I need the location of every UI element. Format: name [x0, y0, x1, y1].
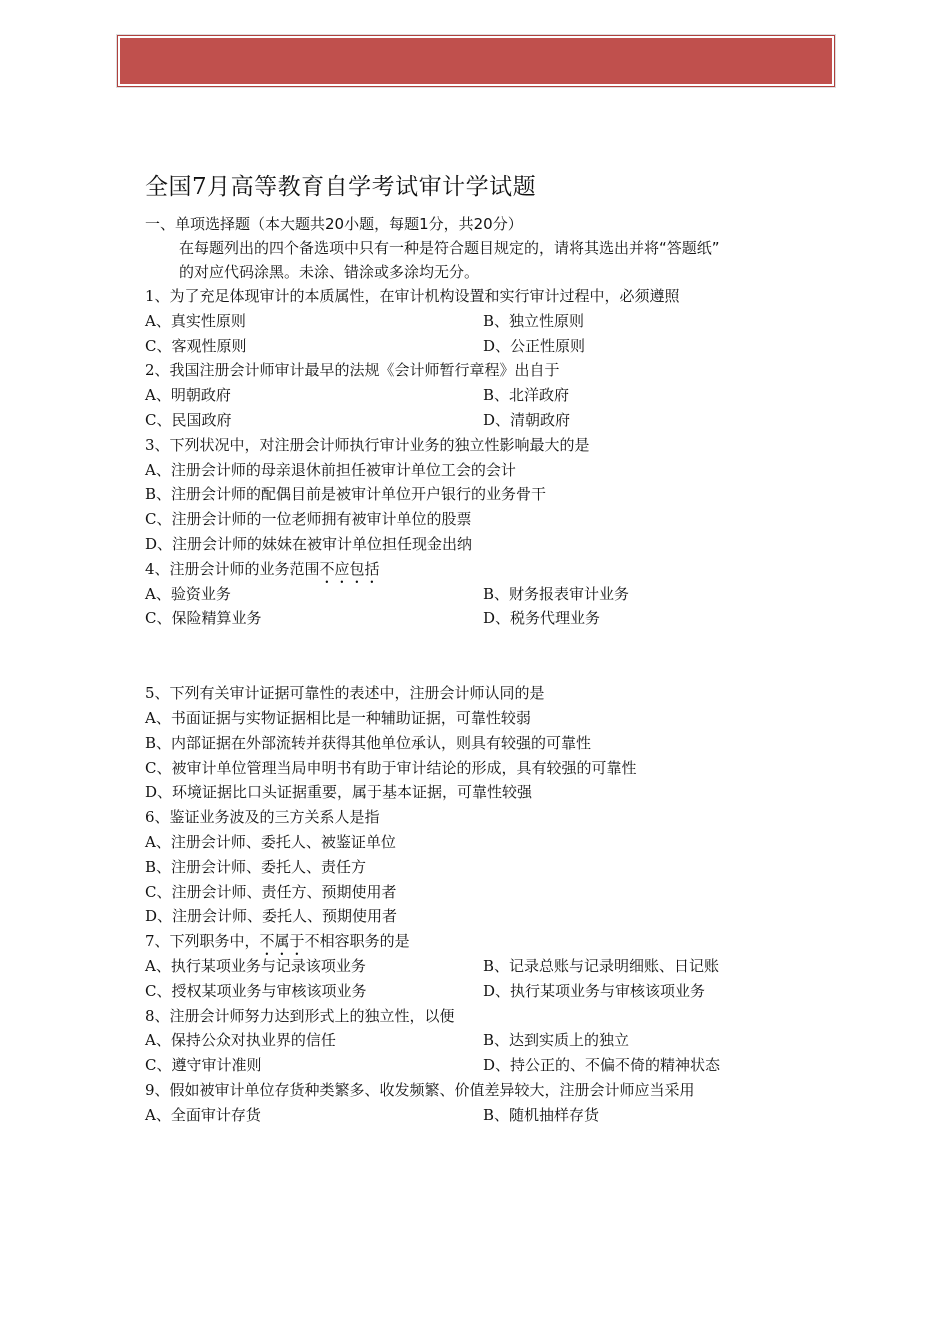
question-7-stem [145, 929, 825, 954]
question-4-option-b: B、财务报表审计业务 [483, 584, 630, 603]
question-4-stem-emphasis: 不应包括 [319, 559, 380, 578]
question-8-option-b: B、达到实质上的独立 [483, 1031, 630, 1050]
question-3-option-a: A、注册会计师的母亲退休前担任被审计单位工会的会计 [145, 460, 516, 479]
question-8-option-c: C、遵守审计准则 [145, 1056, 262, 1075]
question-7-option-b: B、记录总账与记录明细账、日记账 [483, 956, 720, 975]
question-8-stem: 8、注册会计师努力达到形式上的独立性，以便 [145, 1006, 455, 1025]
question-7-options-ab [145, 954, 825, 979]
question-4-stem [145, 557, 825, 582]
section-heading: 一、单项选择题（本大题共20小题，每题1分，共20分） [145, 215, 523, 233]
section-instruction-2: 的对应代码涂黑。未涂、错涂或多涂均无分。 [179, 263, 480, 281]
header-banner [118, 36, 834, 86]
question-4-stem-text: 4、注册会计师的业务范围 [145, 559, 320, 578]
question-1-options-ab [145, 309, 825, 334]
question-2-option-d: D、清朝政府 [483, 410, 571, 429]
question-5-option-d: D、环境证据比口头证据重要，属于基本证据，可靠性较强 [145, 783, 533, 802]
question-7-option-c: C、授权某项业务与审核该项业务 [145, 981, 367, 1000]
question-9-option-b: B、随机抽样存货 [483, 1105, 600, 1124]
question-2-options-ab [145, 383, 825, 408]
section-instruction-1: 在每题列出的四个备选项中只有一种是符合题目规定的，请将其选出并将“答题纸” [179, 239, 720, 257]
question-6-option-d: D、注册会计师、委托人、预期使用者 [145, 907, 398, 926]
question-9-stem: 9、假如被审计单位存货种类繁多、收发频繁、价值差异较大，注册会计师应当采用 [145, 1080, 695, 1099]
question-3-option-b: B、注册会计师的配偶目前是被审计单位开户银行的业务骨干 [145, 485, 547, 504]
question-5-stem: 5、下列有关审计证据可靠性的表述中，注册会计师认同的是 [145, 684, 545, 703]
question-4-option-a: A、验资业务 [145, 584, 231, 603]
question-4-options-cd [145, 606, 825, 631]
question-4-options-ab [145, 582, 825, 607]
question-7-stem-text-post: 不相容职务的是 [304, 932, 410, 951]
question-1-option-c: C、客观性原则 [145, 336, 247, 355]
question-4-option-c: C、保险精算业务 [145, 609, 262, 628]
question-4-option-d: D、税务代理业务 [483, 609, 601, 628]
question-2-option-a: A、明朝政府 [145, 386, 231, 405]
question-2-stem: 2、我国注册会计师审计最早的法规《会计师暂行章程》出自于 [145, 361, 560, 380]
question-6-option-b: B、注册会计师、委托人、责任方 [145, 857, 367, 876]
question-1-options-cd [145, 334, 825, 359]
question-2-option-b: B、北洋政府 [483, 386, 570, 405]
question-1-stem: 1、为了充足体现审计的本质属性，在审计机构设置和实行审计过程中，必须遵照 [145, 287, 680, 305]
question-5-option-a: A、书面证据与实物证据相比是一种辅助证据，可靠性较弱 [145, 708, 531, 727]
question-2-option-c: C、民国政府 [145, 410, 232, 429]
question-8-option-a: A、保持公众对执业界的信任 [145, 1031, 336, 1050]
question-1-option-b: B、独立性原则 [483, 311, 585, 330]
question-7-stem-text-pre: 7、下列职务中， [145, 932, 260, 951]
question-2-options-cd [145, 408, 825, 433]
question-7-options-cd [145, 979, 825, 1004]
question-1-option-d: D、公正性原则 [483, 336, 586, 355]
question-9-options-ab [145, 1103, 825, 1128]
question-5-option-b: B、内部证据在外部流转并获得其他单位承认，则具有较强的可靠性 [145, 733, 592, 752]
question-3-option-d: D、注册会计师的妹妹在被审计单位担任现金出纳 [145, 534, 473, 553]
question-8-option-d: D、持公正的、不偏不倚的精神状态 [483, 1056, 721, 1075]
question-7-option-d: D、执行某项业务与审核该项业务 [483, 981, 706, 1000]
question-9-option-a: A、全面审计存货 [145, 1105, 261, 1124]
question-6-stem: 6、鉴证业务波及的三方关系人是指 [145, 808, 380, 827]
question-1-option-a: A、真实性原则 [145, 311, 246, 330]
page-gap [145, 631, 825, 681]
page-title: 全国7月高等教育自学考试审计学试题 [145, 174, 537, 200]
question-3-stem: 3、下列状况中，对注册会计师执行审计业务的独立性影响最大的是 [145, 435, 590, 454]
question-8-options-cd [145, 1053, 825, 1078]
question-3-option-c: C、注册会计师的一位老师拥有被审计单位的股票 [145, 510, 472, 529]
question-7-option-a: A、执行某项业务与记录该项业务 [145, 956, 366, 975]
exam-page [145, 172, 825, 1128]
question-7-stem-emphasis: 不属于 [259, 932, 305, 951]
question-8-options-ab [145, 1028, 825, 1053]
question-5-option-c: C、被审计单位管理当局申明书有助于审计结论的形成，具有较强的可靠性 [145, 758, 637, 777]
question-6-option-c: C、注册会计师、责任方、预期使用者 [145, 882, 397, 901]
question-6-option-a: A、注册会计师、委托人、被鉴证单位 [145, 832, 396, 851]
